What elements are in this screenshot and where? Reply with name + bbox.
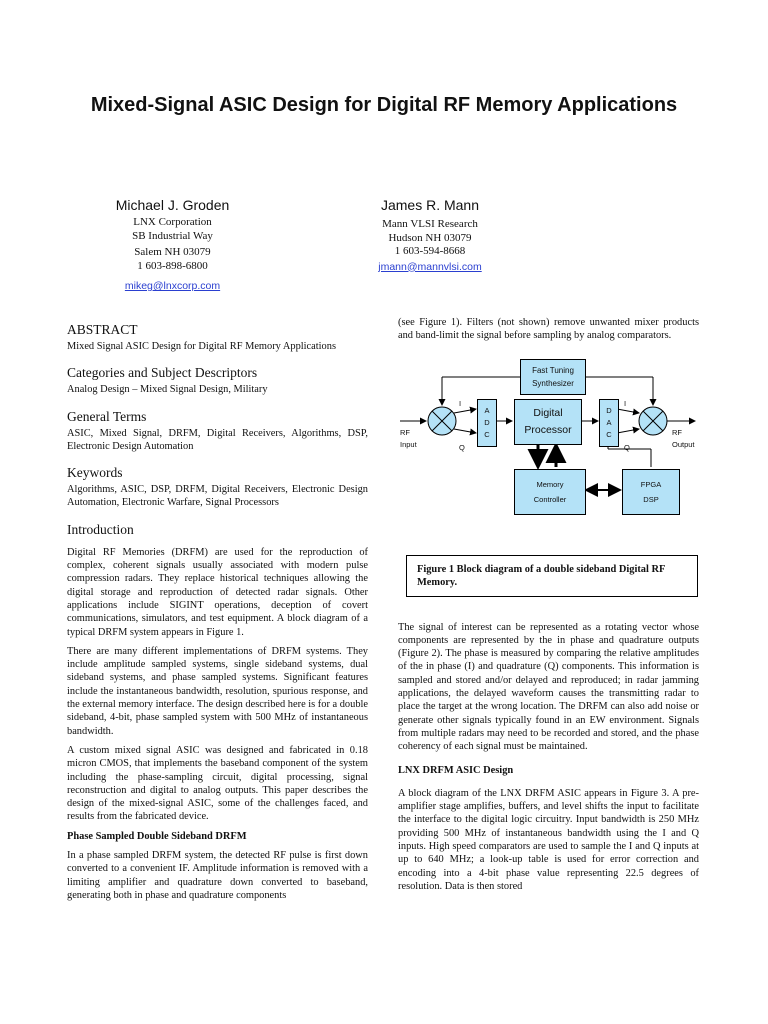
block-label: Controller xyxy=(533,494,567,504)
author-affiliation-line: 1 603-594-8668 xyxy=(394,245,466,257)
block-label: C xyxy=(606,429,612,439)
block-label: A xyxy=(484,405,490,415)
block-label: Fast Tuning xyxy=(532,365,574,375)
author-email-link[interactable]: jmann@mannvlsi.com xyxy=(378,260,482,273)
author-affiliation-line: 1 603-898-6800 xyxy=(137,259,208,272)
author-affiliation-line: LNX Corporation xyxy=(133,216,212,228)
figure-1-caption: Figure 1 Block diagram of a double sideband Digital RF Memory. xyxy=(406,555,698,597)
author-affiliation-line: Hudson NH 03079 xyxy=(388,231,472,244)
lnx-section-text: A block diagram of the LNX DRFM ASIC appears in Figure 3. A pre-amplifier stage amplifies, buffers, and level shifts the input to facilitate the interface to the digital logic circuitry. Input bandwidth is 250 MHz providing 500 MHz of instantaneous bandwidth using the I and Q inputs. High speed comparators are used to sample the I and Q inputs at up to 640 MHz; a look-up table is used for error correction and encoding into a 4-bit phase value representing 22.5 degrees of resolution. Data is then stored xyxy=(398,787,699,892)
introduction-heading: Introduction xyxy=(67,521,134,537)
block-label: DSP xyxy=(643,494,659,504)
q-label: Q xyxy=(459,442,465,452)
phase-section-text: In a phase sampled DRFM system, the detected RF pulse is first down converted to a convenient IF. Amplitude information is removed with a limiting amplifier and quadrature down converted to baseband, generating both in phase and quadrature components xyxy=(67,850,368,901)
lnx-section-heading: LNX DRFM ASIC Design xyxy=(398,764,514,776)
author-name: Michael J. Groden xyxy=(115,197,230,213)
q-label: Q xyxy=(624,442,630,452)
fpga-dsp-block xyxy=(622,469,680,515)
author-block-1 xyxy=(100,196,245,294)
categories-heading: Categories and Subject Descriptors xyxy=(67,365,258,381)
digital-processor-block xyxy=(514,399,582,445)
block-label: D xyxy=(484,417,490,427)
figure-intro-text: (see Figure 1). Filters (not shown) remove unwanted mixer products and band-limit the signal before sampling by analog comparators. xyxy=(398,317,699,342)
author-block-2 xyxy=(360,196,500,274)
keywords-heading: Keywords xyxy=(67,465,123,481)
intro-paragraph: A custom mixed signal ASIC was designed and fabricated in 0.18 micron CMOS, that implements the baseband component of the system including the phase-sampling circuit, digital processing, signal reconstruction and digital to analog outputs. This paper describes the design of the mixed-signal ASIC, some of the challenges faced, and results from the fabricated device. xyxy=(67,744,368,823)
rf-output-label: RF Output xyxy=(672,427,695,449)
abstract-text: Mixed Signal ASIC Design for Digital RF Memory Applications xyxy=(67,341,336,352)
block-label: D xyxy=(606,405,612,415)
block-label: A xyxy=(606,417,612,427)
figure-1-block-diagram xyxy=(398,349,699,539)
left-column xyxy=(67,316,368,908)
block-label: C xyxy=(484,429,490,439)
dac-block xyxy=(599,399,619,447)
block-label: Processor xyxy=(524,423,572,436)
adc-block xyxy=(477,399,497,447)
block-label: Memory xyxy=(536,479,564,489)
abstract-heading: ABSTRACT xyxy=(67,322,138,337)
phase-section-heading: Phase Sampled Double Sideband DRFM xyxy=(67,830,247,842)
i-label: I xyxy=(459,398,462,408)
general-terms-text: ASIC, Mixed Signal, DRFM, Digital Receivers, Algorithms, DSP, Electronic Design Automation xyxy=(67,427,368,452)
block-label: Digital xyxy=(533,406,563,419)
author-affiliation-line: SB Industrial Way xyxy=(132,229,213,242)
keywords-text: Algorithms, ASIC, DSP, DRFM, Digital Receivers, Electronic Design Automation, Electronic Warfare, Signal Processors xyxy=(67,484,368,509)
block-label: Synthesizer xyxy=(532,378,574,388)
intro-paragraph: Digital RF Memories (DRFM) are used for the reproduction of complex, coherent signals usually associated with modern pulse compression radars. They replace historical techniques allowing the digital storage and reproduction of detected radar signals. Other applications include SIGINT operations, deception of covert communications, simulators, and test equipment. A block diagram of a typical DRFM system appears in Figure 1. xyxy=(67,546,368,638)
rf-input-label: RF Input xyxy=(400,427,417,449)
i-label: I xyxy=(624,398,627,408)
block-label: FPGA xyxy=(640,479,662,489)
fast-tuning-synthesizer-block xyxy=(520,359,586,395)
categories-text: Analog Design – Mixed Signal Design, Military xyxy=(67,384,268,396)
intro-paragraph: There are many different implementations of DRFM systems. They include amplitude sampled systems, single sideband systems, dual sideband systems, and phase sampled systems. Significant features include the instantaneous bandwidth, resolution, spurious response, and the external memory interface. The design described here is for a double sideband, 4-bit, phase sampled system with 500 MHz of instantaneous bandwidth. xyxy=(67,645,369,737)
memory-controller-block xyxy=(514,469,586,515)
general-terms-heading: General Terms xyxy=(67,408,147,424)
author-email-link[interactable]: mikeg@lnxcorp.com xyxy=(124,280,221,292)
author-affiliation-line: Mann VLSI Research xyxy=(382,218,478,230)
author-affiliation-line: Salem NH 03079 xyxy=(134,246,211,258)
body-paragraph: The signal of interest can be represented as a rotating vector whose components are represented by the in phase and quadrature outputs (Figure 2). The phase is measured by comparing the relative amplitudes of the in phase (I) and quadrature (Q) components. This information is sampled and stored and/or delayed and reproduced; in radar jamming applications, the delayed waveform causes the transmitting radar to place the target at the wrong location. The DRFM can also add noise or generate other signals typically found in an EW environment. Signals from multiple radars may need to be recorded and stored, and the phase coherency of each signal must be maintained. xyxy=(398,621,699,753)
paper-title: Mixed-Signal ASIC Design for Digital RF Memory Applications xyxy=(90,94,678,116)
author-name: James R. Mann xyxy=(380,197,480,213)
right-column xyxy=(398,316,699,899)
